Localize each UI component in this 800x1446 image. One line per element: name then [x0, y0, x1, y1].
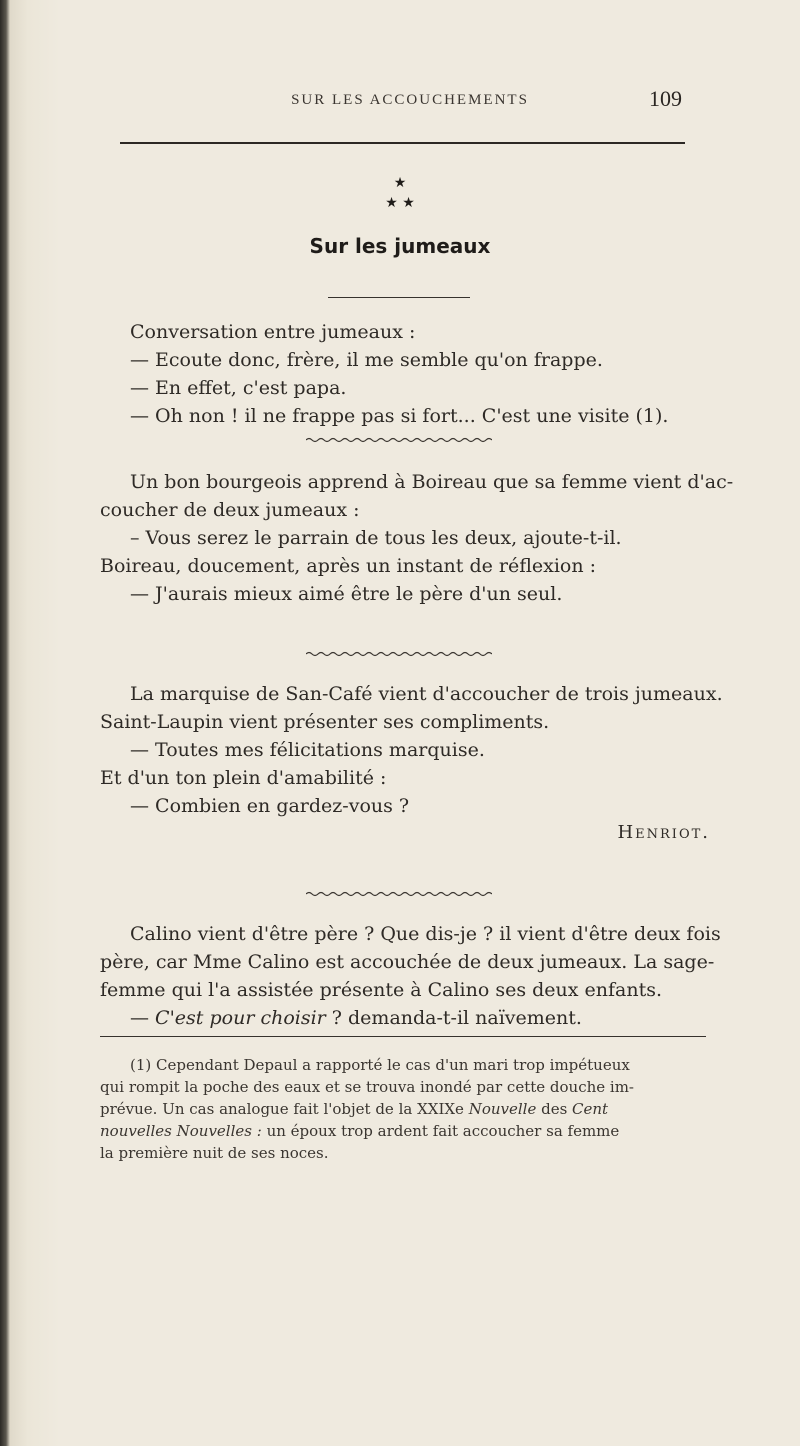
footnote-line: (1) Cependant Depaul a rapporté le cas d'un mari trop impétueux	[130, 1056, 630, 1074]
footnote-text: prévue. Un cas analogue fait l'objet de la XXIXe	[100, 1100, 469, 1118]
text-line: Et d'un ton plein d'amabilité :	[100, 767, 387, 789]
footnote-italic: Nouvelle	[468, 1100, 537, 1118]
header-rule	[120, 142, 685, 144]
wavy-separator	[306, 436, 492, 444]
text-line	[100, 1004, 700, 1032]
footnote-line: la première nuit de ses noces.	[100, 1144, 329, 1162]
wavy-separator	[306, 890, 492, 898]
footnote-text: des	[536, 1100, 573, 1118]
footnote-line: qui rompit la poche des eaux et se trouva inondé par cette douche im-	[100, 1078, 634, 1096]
footnote-rule	[100, 1036, 706, 1037]
section-title: Sur les jumeaux	[309, 234, 491, 258]
book-spine-shadow	[0, 0, 10, 1446]
text-line: – Vous serez le parrain de tous les deux, ajoute-t-il.	[130, 527, 622, 549]
page-number: 109	[649, 86, 682, 111]
text-line: Calino vient d'être père ? Que dis-je ? il vient d'être deux fois	[130, 923, 721, 945]
text-line: Boireau, doucement, après un instant de réflexion :	[100, 555, 597, 577]
running-head: SUR LES ACCOUCHEMENTS	[291, 92, 529, 108]
text-line: femme qui l'a assistée présente à Calino ses deux enfants.	[100, 979, 663, 1001]
anecdote-2	[100, 468, 734, 608]
text-line: Saint-Laupin vient présenter ses compliments.	[100, 711, 550, 733]
text-line: père, car Mme Calino est accouchée de deux jumeaux. La sage-	[100, 951, 715, 973]
footnote-line	[100, 1120, 706, 1142]
text-line: — Ecoute donc, frère, il me semble qu'on frappe.	[130, 349, 603, 371]
text-line: — Toutes mes félicitations marquise.	[130, 739, 485, 761]
italic-quote: C'est pour choisir	[155, 1007, 326, 1029]
text-line: — Combien en gardez-vous ?	[130, 795, 410, 817]
text-line: La marquise de San-Café vient d'accoucher de trois jumeaux.	[130, 683, 723, 705]
footnote-text: un époux trop ardent fait accoucher sa femme	[261, 1122, 620, 1140]
text-line: coucher de deux jumeaux :	[100, 499, 360, 521]
title-rule	[328, 297, 470, 298]
wavy-separator	[306, 650, 492, 658]
footnote-line	[100, 1098, 706, 1120]
text-line: Un bon bourgeois apprend à Boireau que sa femme vient d'ac-	[130, 471, 734, 493]
anecdote-4	[100, 920, 721, 1032]
text-line: — En effet, c'est papa.	[130, 377, 347, 399]
footnote	[100, 1054, 706, 1164]
text-line: — Oh non ! il ne frappe pas si fort... C'est une visite (1).	[130, 405, 669, 427]
ornament-stars-bottom: ★ ★	[385, 195, 415, 211]
signature-henriot: Henriot.	[617, 822, 710, 843]
dash: —	[130, 1007, 156, 1029]
ornament-star-top: ★	[393, 175, 407, 191]
anecdote-1	[100, 318, 700, 430]
footnote-italic: nouvelles Nouvelles :	[100, 1122, 262, 1140]
text-line: — J'aurais mieux aimé être le père d'un seul.	[130, 583, 563, 605]
anecdote-3	[100, 680, 723, 820]
footnote-italic: Cent	[572, 1100, 609, 1118]
text-line: Conversation entre jumeaux :	[130, 321, 416, 343]
line-rest: ? demanda-t-il naïvement.	[325, 1007, 582, 1029]
